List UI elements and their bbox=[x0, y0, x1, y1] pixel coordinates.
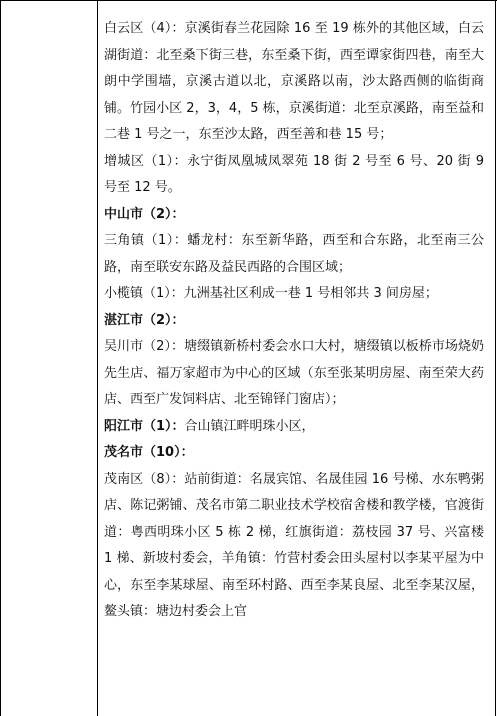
table-border-right bbox=[495, 0, 496, 716]
paragraph-wuchuan: 吴川市（2）：塘缀镇新桥村委会水口大村，塘缀镇以板桥市场烧奶先生店、福万家超市为中心的区域（东至张某明房屋、南至荣大药店、西至广发饲料店、北至锦铎门窗店）； bbox=[104, 339, 484, 407]
paragraph-xiaolan: 小榄镇（1）：九洲基社区利成一巷 1 号相邻共 3 间房屋； bbox=[104, 286, 438, 301]
heading-zhongshan: 中山市（2）： bbox=[104, 206, 185, 222]
table-column-divider bbox=[97, 0, 98, 716]
heading-yangjiang: 阳江市（1）： bbox=[104, 418, 185, 434]
paragraph-yangjiang bbox=[104, 414, 484, 441]
text-yangjiang: 合山镇江畔明珠小区， bbox=[184, 418, 315, 434]
table-border-left bbox=[0, 0, 1, 716]
table-border-top bbox=[0, 0, 497, 1]
paragraph-maonan: 茂南区（8）：站前街道：名晟宾馆、名晟佳园 16 号梯、水东鸭粥店、陈记粥铺、茂名市第二职业技术学校宿舍楼和教学楼，官渡街道：粤西明珠小区 5 栋 2 梯，红旗街道：荔枝园 37 号、兴富楼 1 梯、新坡村委会，羊角镇：竹营村委会田头屋村以李某平屋为中心，东至李某球屋、南至环村路、西至李某良屋、北至李某汉屋，鳌头镇：塘边村委会上官 bbox=[104, 471, 484, 619]
heading-maoming: 茂名市（10）： bbox=[104, 445, 194, 460]
area-list-cell bbox=[104, 16, 484, 626]
paragraph-sanjiao: 三角镇（1）：蟠龙村：东至新华路，西至和合东路，北至南三公路，南至联安东路及益民西路的合围区域； bbox=[104, 233, 484, 275]
heading-zhanjiang: 湛江市（2）： bbox=[104, 312, 185, 328]
paragraph-baiyun: 白云区（4）：京溪街春兰花园除 16 至 19 栋外的其他区域，白云湖街道：北至桑下街三巷，东至桑下街，西至谭家街四巷，南至大朗中学围墙，京溪古道以北，京溪路以南，沙太路西侧的临街商铺。竹园小区 2，3，4，5 栋，京溪街道：北至京溪路，南至益和二巷 1 号之一，东至沙太路，西至善和巷 15 号； bbox=[104, 21, 484, 142]
paragraph-zengcheng: 增城区（1）：永宁街凤凰城凤翠苑 18 街 2 号至 6 号、20 街 9 号至 12 号。 bbox=[104, 153, 484, 195]
